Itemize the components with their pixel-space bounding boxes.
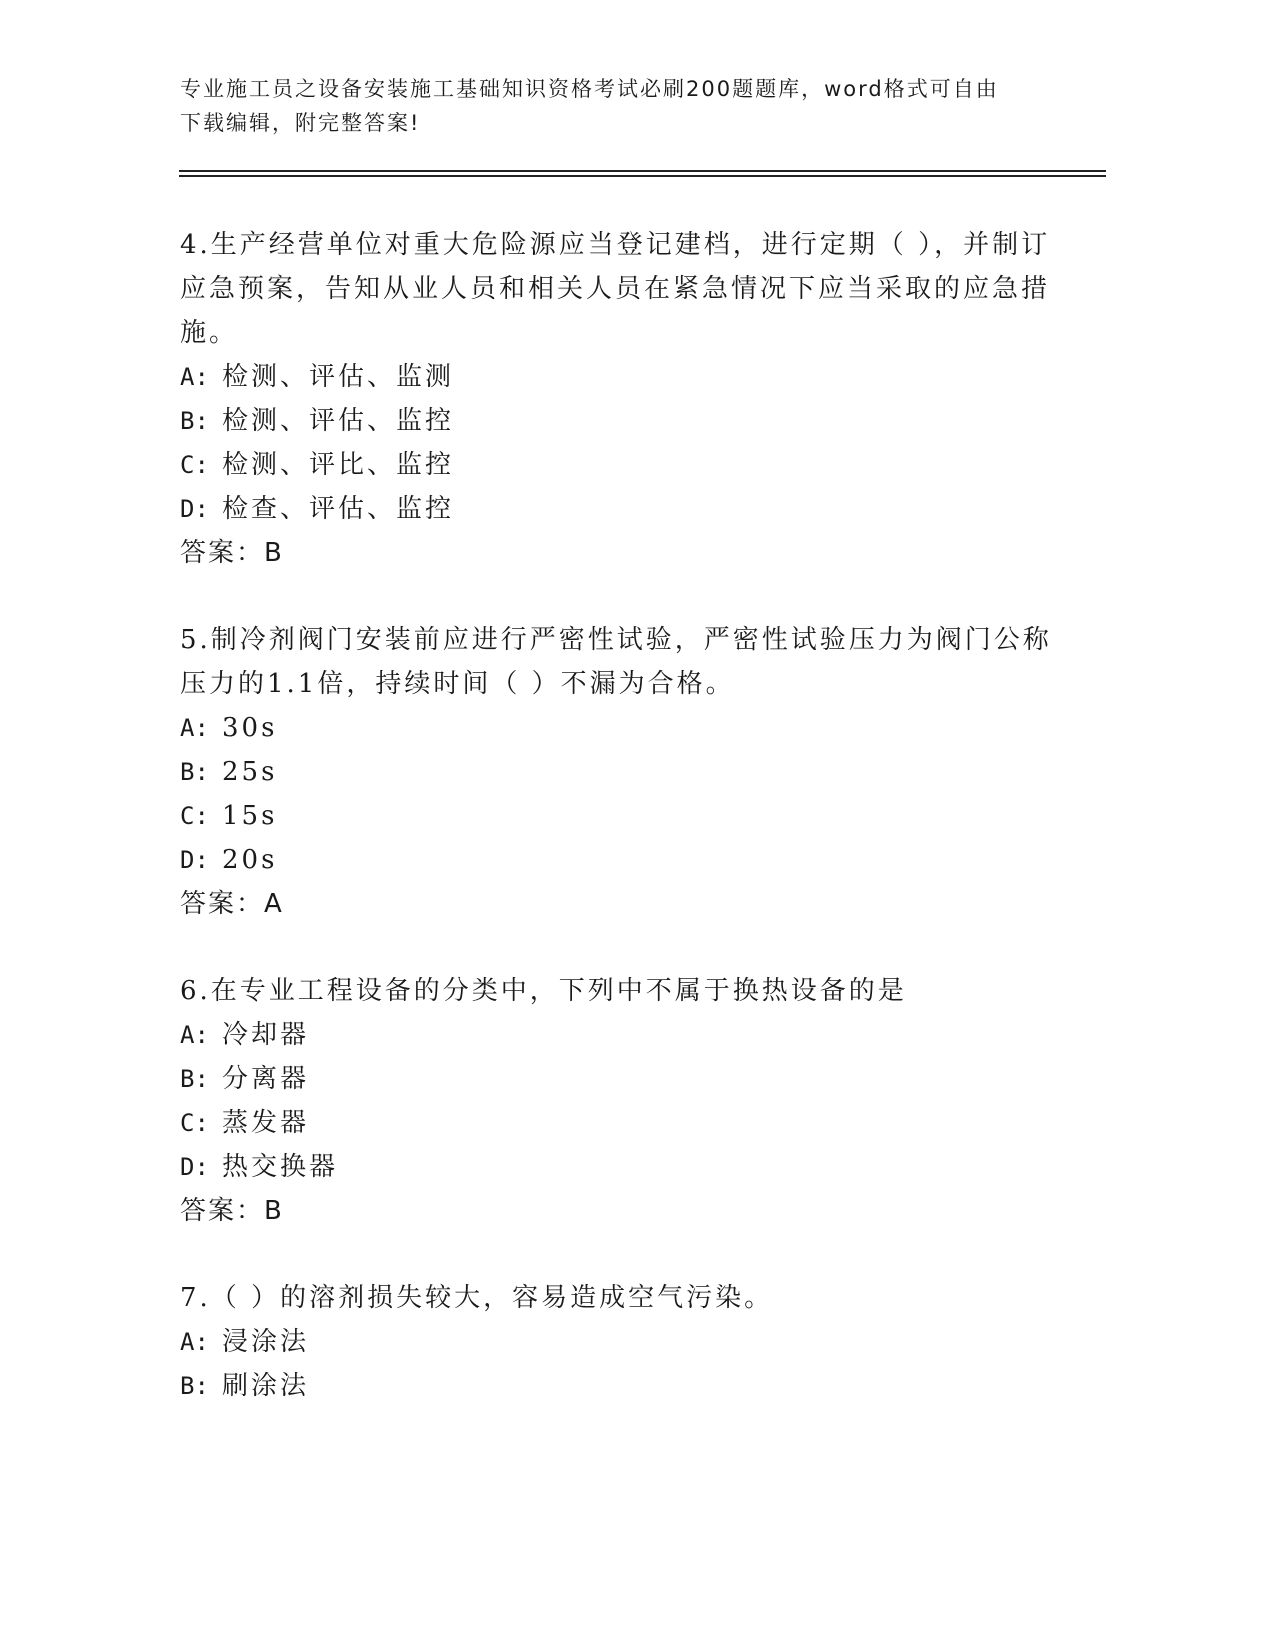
answer-option xyxy=(180,1057,1060,1101)
answer-option xyxy=(180,1320,1060,1364)
answer-value: B xyxy=(264,1196,282,1226)
option-letter: A: xyxy=(180,1328,209,1356)
answer-line xyxy=(180,882,1060,926)
header-divider-bottom xyxy=(179,175,1106,177)
answer-label: 答案： xyxy=(180,889,265,919)
option-text: 浸涂法 xyxy=(222,1327,310,1357)
option-letter: B: xyxy=(180,1372,209,1400)
option-text: 冷却器 xyxy=(222,1020,310,1050)
answer-option xyxy=(180,399,1060,443)
option-letter: A: xyxy=(180,363,209,391)
header-line-1: 专业施工员之设备安装施工基础知识资格考试必刷200题题库，word格式可自由 xyxy=(180,77,999,101)
answer-option xyxy=(180,706,1060,750)
option-letter: A: xyxy=(180,714,209,742)
document-header xyxy=(180,72,1060,140)
answer-value: A xyxy=(264,889,282,919)
option-text: 检测、评估、监控 xyxy=(222,406,455,436)
answer-option xyxy=(180,1145,1060,1189)
header-line-2: 下载编辑，附完整答案! xyxy=(180,111,421,135)
question-list xyxy=(180,223,1060,1451)
option-text: 25s xyxy=(222,757,278,787)
answer-line xyxy=(180,1189,1060,1233)
option-text: 20s xyxy=(222,845,278,875)
question-stem-line: 应急预案，告知从业人员和相关人员在紧急情况下应当采取的应急措 xyxy=(180,274,1051,304)
option-text: 检测、评比、监控 xyxy=(222,450,455,480)
option-letter: A: xyxy=(180,1021,209,1049)
option-letter: C: xyxy=(180,802,209,830)
option-letter: C: xyxy=(180,451,209,479)
option-letter: D: xyxy=(180,846,209,874)
option-text: 检查、评估、监控 xyxy=(222,494,455,524)
answer-option xyxy=(180,750,1060,794)
answer-option xyxy=(180,794,1060,838)
answer-option xyxy=(180,355,1060,399)
question-stem-line: 7.（ ）的溶剂损失较大，容易造成空气污染。 xyxy=(180,1283,774,1313)
option-text: 15s xyxy=(222,801,278,831)
option-text: 蒸发器 xyxy=(222,1108,310,1138)
answer-option xyxy=(180,1101,1060,1145)
header-divider-top xyxy=(179,170,1106,172)
question-stem-line: 6.在专业工程设备的分类中，下列中不属于换热设备的是 xyxy=(180,976,907,1006)
option-text: 刷涂法 xyxy=(222,1371,310,1401)
question-stem-line: 施。 xyxy=(180,318,239,348)
answer-option xyxy=(180,1013,1060,1057)
question-stem-line: 压力的1.1倍，持续时间（ ）不漏为合格。 xyxy=(180,669,735,699)
option-letter: B: xyxy=(180,758,209,786)
answer-option xyxy=(180,1364,1060,1408)
option-letter: D: xyxy=(180,1153,209,1181)
option-text: 30s xyxy=(222,713,278,743)
option-text: 检测、评估、监测 xyxy=(222,362,455,392)
answer-line xyxy=(180,531,1060,575)
option-letter: B: xyxy=(180,407,209,435)
option-text: 热交换器 xyxy=(222,1152,339,1182)
question-item xyxy=(180,969,1060,1233)
question-item xyxy=(180,1276,1060,1408)
answer-value: B xyxy=(264,538,282,568)
question-item xyxy=(180,223,1060,575)
option-letter: B: xyxy=(180,1065,209,1093)
answer-label: 答案： xyxy=(180,538,265,568)
answer-label: 答案： xyxy=(180,1196,265,1226)
answer-option xyxy=(180,443,1060,487)
question-item xyxy=(180,618,1060,926)
question-stem-line: 5.制冷剂阀门安装前应进行严密性试验，严密性试验压力为阀门公称 xyxy=(180,625,1052,655)
option-text: 分离器 xyxy=(222,1064,310,1094)
option-letter: C: xyxy=(180,1109,209,1137)
answer-option xyxy=(180,487,1060,531)
option-letter: D: xyxy=(180,495,209,523)
answer-option xyxy=(180,838,1060,882)
question-stem-line: 4.生产经营单位对重大危险源应当登记建档，进行定期（ ），并制订 xyxy=(180,230,1051,260)
